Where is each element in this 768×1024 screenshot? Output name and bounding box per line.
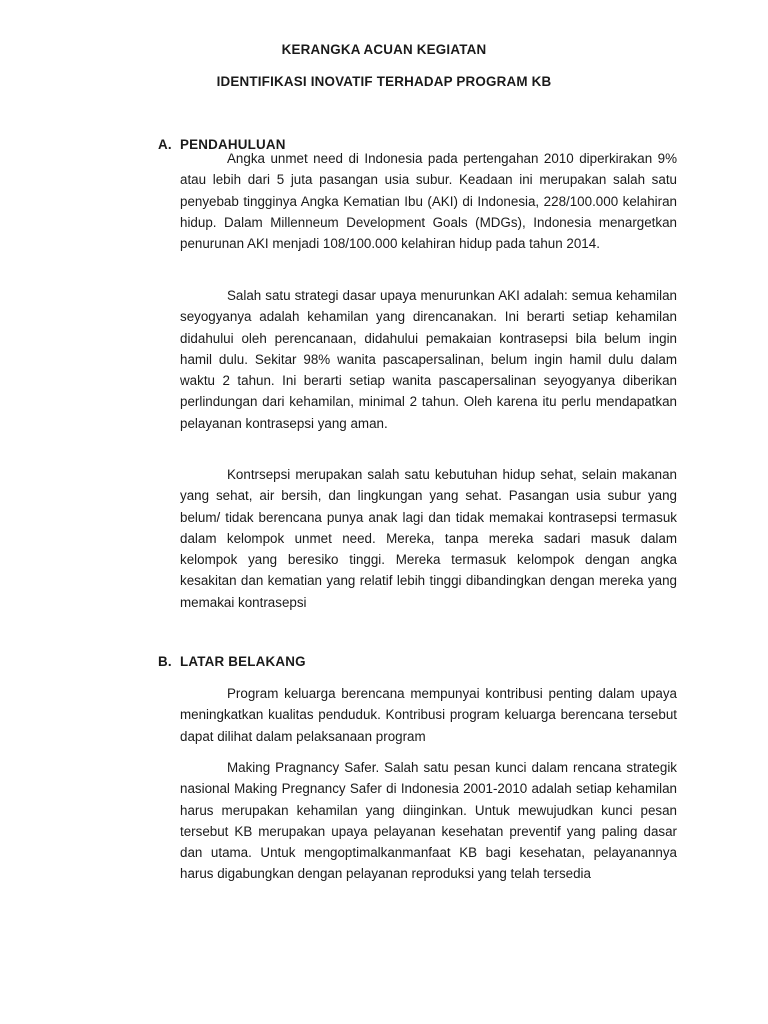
section-a-number: A. <box>158 137 172 152</box>
section-a-paragraph-2: Salah satu strategi dasar upaya menurunkan AKI adalah: semua kehamilan seyogyanya adalah kehamilan yang direncanakan. Ini berarti setiap kehamilan didahului oleh perencanaan, didahului pemakaian kontrasepsi bila belum ingin hamil dulu. Sekitar 98% wanita pascapersalinan, belum ingin hamil dulu dalam waktu 2 tahun. Ini berarti setiap wanita pascapersalinan seyogyanya diberikan perlindungan dari kehamilan, minimal 2 tahun. Oleh karena itu perlu mendapatkan pelayanan kontrasepsi yang aman. <box>180 288 677 431</box>
section-b-title: LATAR BELAKANG <box>180 654 306 669</box>
section-b-heading <box>158 654 306 669</box>
section-a-paragraph-3: Kontrsepsi merupakan salah satu kebutuhan hidup sehat, selain makanan yang sehat, air bersih, dan lingkungan yang sehat. Pasangan usia subur yang belum/ tidak berencana punya anak lagi dan tidak memakai kontrasepsi termasuk dalam kelompok unmet need. Mereka, tanpa mereka sadari masuk dalam kelompok yang beresiko tinggi. Mereka termasuk kelompok dengan angka kesakitan dan kematian yang relatif lebih tinggi dibandingkan dengan mereka yang memakai kontrasepsi <box>180 467 677 610</box>
section-a-paragraph-1: Angka unmet need di Indonesia pada pertengahan 2010 diperkirakan 9% atau lebih dari 5 juta pasangan usia subur. Keadaan ini merupakan salah satu penyebab tingginya Angka Kematian Ibu (AKI) di Indonesia, 228/100.000 kelahiran hidup. Dalam Millenneum Development Goals (MDGs), Indonesia menargetkan penurunan AKI menjadi 108/100.000 kelahiran hidup pada tahun 2014. <box>180 151 677 252</box>
section-b-paragraph-2: Making Pragnancy Safer. Salah satu pesan kunci dalam rencana strategik nasional Making Pregnancy Safer di Indonesia 2001-2010 adalah setiap kehamilan harus merupakan kehamilan yang diinginkan. Untuk mewujudkan kunci pesan tersebut KB merupakan upaya pelayanan kesehatan preventif yang paling dasar dan utama. Untuk mengoptimalkanmanfaat KB bagi kesehatan, pelayanannya harus digabungkan dengan pelayanan reproduksi yang telah tersedia <box>180 760 677 882</box>
document-title: KERANGKA ACUAN KEGIATAN <box>281 42 487 57</box>
section-b-number: B. <box>158 654 172 669</box>
section-b-paragraph-1: Program keluarga berencana mempunyai kontribusi penting dalam upaya meningkatkan kualitas penduduk. Kontribusi program keluarga berencana tersebut dapat dilihat dalam pelaksanaan program <box>180 686 677 744</box>
document-subtitle: IDENTIFIKASI INOVATIF TERHADAP PROGRAM KB <box>216 74 552 89</box>
section-a-title: PENDAHULUAN <box>180 137 286 152</box>
